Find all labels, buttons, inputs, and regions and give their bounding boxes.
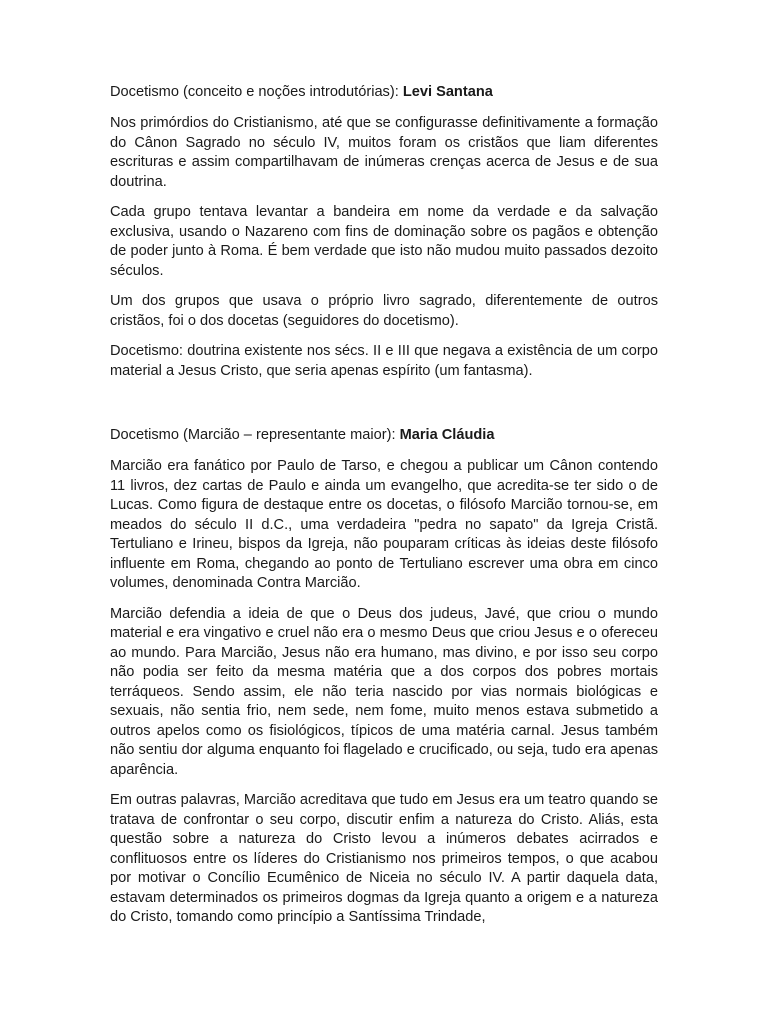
paragraph: Marcião defendia a ideia de que o Deus dos judeus, Javé, que criou o mundo material e era vingativo e cruel não era o mesmo Deus que criou Jesus e o ofereceu ao mundo. Para Marcião, Jesus não era humano, mas divino, e por isso seu corpo não podia ser feito da mesma matéria que a dos corpos dos pobres mortais terráqueos. Sendo assim, ele não teria nascido por vias normais biológicas e sexuais, não sentia frio, nem sede, nem fome, muito menos estava submetido a outros apelos como os fisiológicos, típicos de uma matéria carnal. Jesus também não sentiu dor alguma enquanto foi flagelado e crucificado, ou seja, tudo era apenas aparência.: [110, 605, 658, 778]
author-name: Levi Santana: [402, 84, 493, 100]
section-spacer: [110, 392, 658, 425]
paragraph: Nos primórdios do Cristianismo, até que se configurasse definitivamente a formação do Cânon Sagrado no século IV, muitos foram os cristãos que liam diferentes escrituras e assim compartilhavam de inúmeras crenças acerca de Jesus e de sua doutrina.: [110, 115, 658, 190]
section-heading: [110, 82, 658, 102]
paragraph: Um dos grupos que usava o próprio livro sagrado, diferentemente de outros cristãos, foi o dos docetas (seguidores do docetismo).: [110, 293, 658, 329]
paragraph: Cada grupo tentava levantar a bandeira em nome da verdade e da salvação exclusiva, usando o Nazareno com fins de dominação sobre os pagãos e obtenção de poder junto à Roma. É bem verdade que isto não mudou muito passados dezoito séculos.: [110, 204, 658, 279]
paragraph: Docetismo: doutrina existente nos sécs. II e III que negava a existência de um corpo material a Jesus Cristo, que seria apenas espírito (um fantasma).: [110, 343, 658, 379]
document-page: [110, 82, 658, 939]
paragraph: Em outras palavras, Marcião acreditava que tudo em Jesus era um teatro quando se tratava de confrontar o seu corpo, discutir enfim a natureza do Cristo. Aliás, esta questão sobre a natureza do Cristo levou a inúmeros debates acirrados e conflituosos entre os líderes do Cristianismo nos primeiros tempos, o que acabou por motivar o Concílio Ecumênico de Niceia no século IV. A partir daquela data, estavam determinados os primeiros dogmas da Igreja quanto a origem e a natureza do Cristo, tomando como princípio a Santíssima Trindade,: [110, 792, 658, 925]
heading-text: Docetismo (conceito e noções introdutórias):: [110, 84, 403, 100]
heading-text: Docetismo (Marcião – representante maior):: [110, 427, 400, 443]
author-name: Maria Cláudia: [399, 427, 495, 443]
paragraph: Marcião era fanático por Paulo de Tarso, e chegou a publicar um Cânon contendo 11 livros, dez cartas de Paulo e ainda um evangelho, que acredita-se ter sido o de Lucas. Como figura de destaque entre os docetas, o filósofo Marcião tornou-se, em meados do século II d.C., uma verdadeira "pedra no sapato" da Igreja Cristã. Tertuliano e Irineu, bispos da Igreja, não pouparam críticas às ideias deste filósofo influente em Roma, chegando ao ponto de Tertuliano escrever uma obra em cinco volumes, denominada Contra Marcião.: [110, 458, 658, 591]
section-heading: [110, 425, 658, 445]
